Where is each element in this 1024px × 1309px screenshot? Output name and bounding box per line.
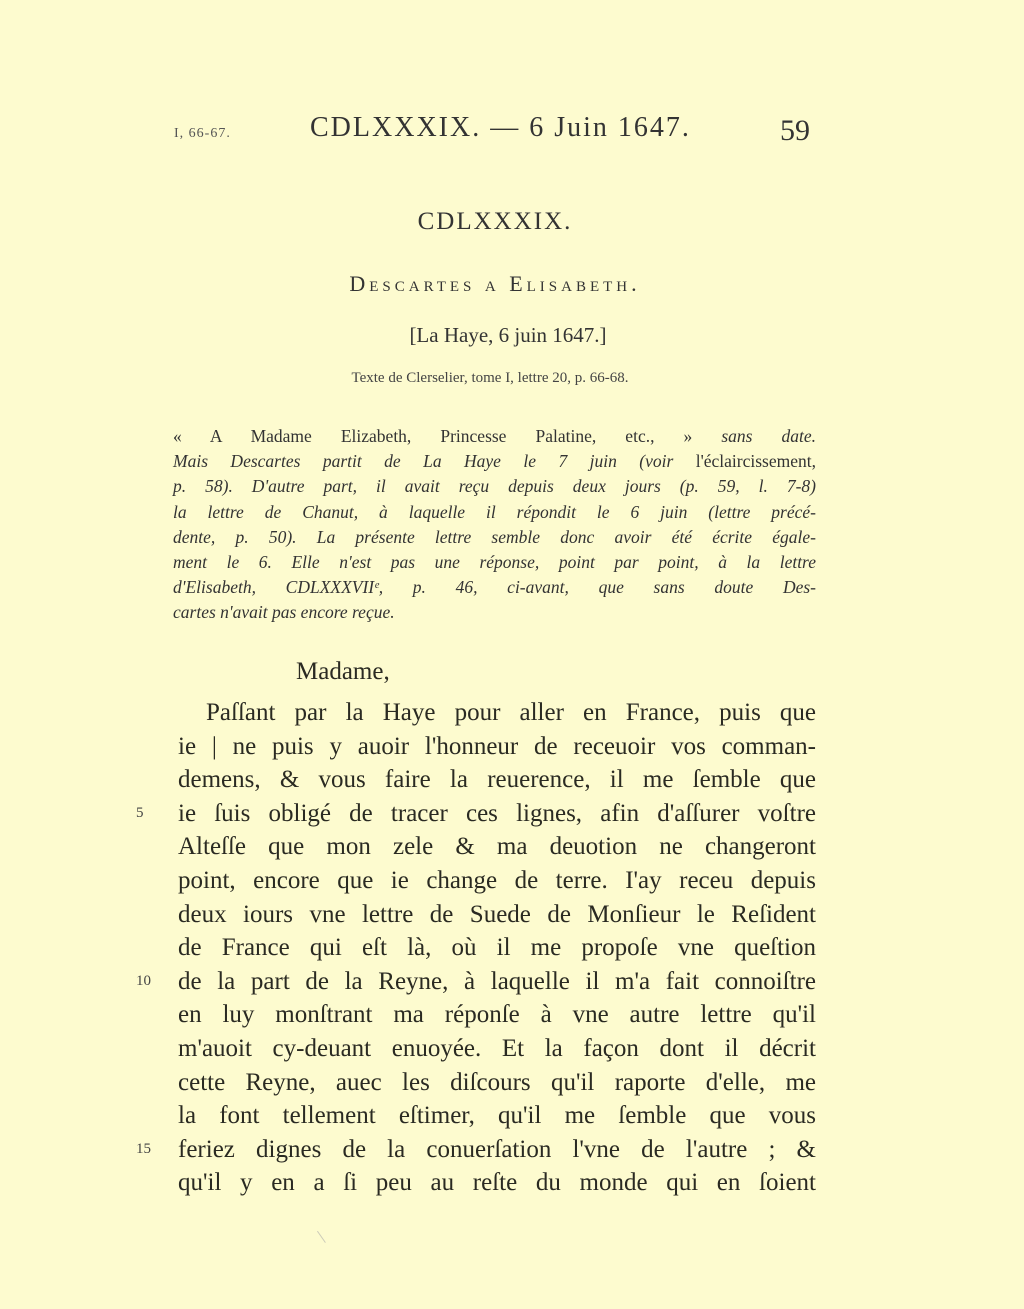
text-line — [178, 1066, 816, 1100]
note-line — [173, 500, 816, 525]
editorial-note — [173, 424, 816, 626]
text-line — [178, 931, 816, 965]
note-text: la lettre de Chanut, à laquelle il répondit le 6 juin (lettre précé- — [173, 501, 816, 522]
text-line — [178, 696, 816, 730]
line-text: la font tellement eſtimer, qu'il me ſemble que vous — [178, 1102, 816, 1130]
note-text: l'éclaircissement, — [673, 451, 816, 472]
letter-number: CDLXXXIX. — [417, 208, 573, 235]
line-text: ie ſuis obligé de tracer ces lignes, afin d'aſſurer voſtre — [178, 799, 816, 827]
note-line — [173, 600, 816, 625]
text-line — [136, 965, 816, 999]
line-text: feriez dignes de la conuerſation l'vne de l'autre ; & — [178, 1135, 816, 1163]
note-text: Mais Descartes partit de La Haye le 7 juin ( — [173, 451, 646, 472]
letter-source: Texte de Clerselier, tome I, lettre 20, p. 66-68. — [351, 370, 629, 386]
note-line — [173, 525, 816, 550]
line-text: point, encore que ie change de terre. I'ay receu depuis — [178, 866, 816, 894]
text-line — [178, 730, 816, 764]
running-header — [170, 112, 820, 152]
text-line — [136, 1133, 816, 1167]
line-text: de France qui eſt là, où il me propoſe vne queſtion — [178, 934, 816, 962]
line-text: ie | ne puis y auoir l'honneur de receuoir vos comman- — [178, 732, 816, 760]
text-line — [178, 763, 816, 797]
note-line — [173, 550, 816, 575]
text-line — [178, 1032, 816, 1066]
line-text: demens, & vous faire la reuerence, il me ſemble que — [178, 766, 816, 794]
line-text: cette Reyne, auec les diſcours qu'il raporte d'elle, me — [178, 1068, 816, 1096]
note-line — [173, 449, 816, 474]
line-text: deux iours vne lettre de Suede de Monſieur le Reſident — [178, 900, 816, 928]
line-number: 10 — [136, 972, 151, 989]
line-text: en luy monſtrant ma réponſe à vne autre lettre qu'il — [178, 1001, 816, 1029]
note-text: d'Elisabeth, CDLXXXVIIᵉ, p. 46, ci-avant, que sans doute Des- — [173, 577, 816, 598]
stray-mark — [317, 1225, 334, 1243]
note-text: p. 58). D'autre part, il avait reçu depuis deux jours (p. 59, l. 7-8) — [173, 476, 816, 497]
letter-body — [136, 696, 816, 1200]
page-number: 59 — [780, 114, 810, 147]
text-line — [178, 998, 816, 1032]
running-title: CDLXXXIX. — 6 Juin 1647. — [310, 112, 691, 143]
text-line — [178, 864, 816, 898]
text-line — [178, 830, 816, 864]
edition-reference: I, 66-67. — [174, 126, 231, 141]
line-text: qu'il y en a ſi peu au reſte du monde qui en ſoient — [178, 1169, 816, 1197]
note-text: voir — [645, 451, 674, 472]
line-number: 5 — [136, 804, 144, 821]
line-text: Paſſant par la Haye pour aller en France, puis que — [206, 699, 816, 726]
line-number: 15 — [136, 1140, 151, 1157]
letter-parties: Descartes a Elisabeth. — [349, 271, 641, 296]
text-line — [178, 1099, 816, 1133]
note-line — [173, 424, 816, 449]
text-line — [136, 797, 816, 831]
text-line — [178, 898, 816, 932]
letter-place-date: [La Haye, 6 juin 1647.] — [409, 323, 607, 347]
note-text: dente, p. 50). La présente lettre semble donc avoir été écrite égale- — [173, 526, 816, 547]
line-text: m'auoit cy-deuant enuoyée. Et la façon dont il décrit — [178, 1034, 816, 1062]
note-line — [173, 474, 816, 499]
line-text: de la part de la Reyne, à laquelle il m'a fait connoiſtre — [178, 967, 816, 995]
text-line — [178, 1166, 816, 1200]
note-text: ment le 6. Elle n'est pas une réponse, point par point, à la lettre — [173, 551, 816, 572]
note-text: sans date. — [721, 426, 817, 446]
note-line — [173, 575, 816, 600]
line-text: Alteſſe quе mon zele & ma deuotion ne changeront — [178, 833, 816, 861]
salutation: Madame, — [296, 658, 390, 685]
note-text: « A Madame Elizabeth, Princesse Palatine, etc., » — [173, 426, 722, 446]
note-text: cartes n'avait pas encore reçue. — [173, 602, 395, 623]
